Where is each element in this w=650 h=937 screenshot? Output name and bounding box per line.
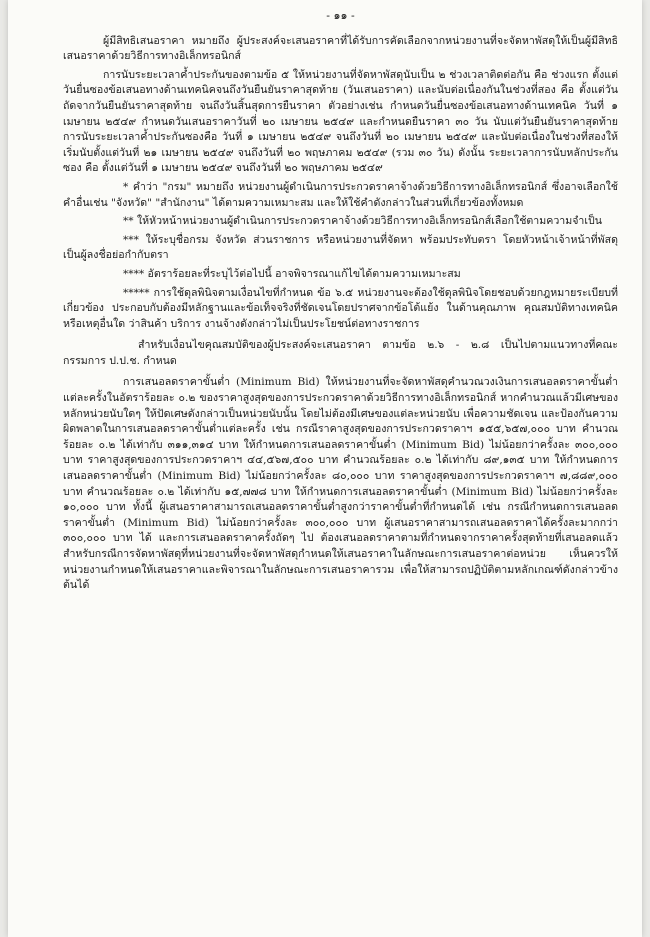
footnote-4-star: **** อัตราร้อยละที่ระบุไว้ต่อไปนี้ อาจพิจารณาแก้ไขได้ตามความเหมาะสม [123, 267, 461, 280]
paragraph-minimum-bid: การเสนอลดราคาขั้นต่ำ (Minimum Bid) ให้หน่วยงานที่จะจัดหาพัสดุคำนวณวงเงินการเสนอลดราคาขั้นต่ำแต่ละครั้งในอัตราร้อยละ ๐.๒ ของราคาสูงสุดของการประกวดราคาด้วยวิธีการทางอิเล็กทรอนิกส์ หากคำนวณแล้วมีเศษของหลักหน่วยนับใดๆ ให้ปัดเศษดังกล่าวเป็นหน่วยนับนั้น โดยไม่ต้องมีเศษของแต่ละหน่วยนับ เพื่อความชัดเจน และป้องกันความผิดพลาดในการเสนอลดราคาขั้นต่ำแต่ละครั้ง เช่น กรณีราคาสูงสุดของการประกวดราคาฯ ๑๕๕,๖๕๗,๐๐๐ บาท คำนวณร้อยละ ๐.๒ ได้เท่ากับ ๓๑๑,๓๑๔ บาท ให้กำหนดการเสนอลดราคาขั้นต่ำ (Minimum Bid) ไม่น้อยกว่าครั้งละ ๓๐๐,๐๐๐ บาท ราคาสูงสุดของการประกวดราคาฯ ๔๔,๕๖๗,๕๐๐ บาท คำนวณร้อยละ ๐.๒ ได้เท่ากับ ๘๙,๑๓๕ บาท ให้กำหนดการเสนอลดราคาขั้นต่ำ (Minimum Bid) ไม่น้อยกว่าครั้งละ ๘๐,๐๐๐ บาท ราคาสูงสุดของการประกวดราคาฯ ๗,๘๘๙,๐๐๐ บาท คำนวณร้อยละ ๐.๒ ได้เท่ากับ ๑๕,๗๗๘ บาท ให้กำหนดการเสนอลดราคาขั้นต่ำ (Minimum Bid) ไม่น้อยกว่าครั้งละ ๑๐,๐๐๐ บาท ทั้งนี้ ผู้เสนอราคาสามารถเสนอลดราคาขั้นต่ำสูงกว่าราคาขั้นต่ำที่กำหนดได้ เช่น กรณีกำหนดการเสนอลดราคาขั้นต่ำ (Minimum Bid) ไม่น้อยกว่าครั้งละ ๓๐๐,๐๐๐ บาท ผู้เสนอราคาสามารถเสนอลดราคาได้ครั้งละมากกว่า ๓๐๐,๐๐๐ บาท ได้ และการเสนอลดราคาครั้งถัดๆ ไป ต้องเสนอลดราคาตามที่กำหนดจากราคาครั้งสุดท้ายที่เสนอลดแล้ว สำหรับกรณีการจัดหาพัสดุที่หน่วยงานที่จะจัดหาพัสดุกำหนดให้เสนอราคาในลักษณะการเสนอราคาต่อหน่วย เห็นควรให้หน่วยงานกำหนดให้เสนอราคาและพิจารณาในลักษณะการเสนอราคารวม เพื่อให้สามารถปฏิบัติตามหลักเกณฑ์ดังกล่าวข้างต้นได้ [63, 376, 618, 592]
document-content [63, 8, 618, 597]
page-number: - ๑๑ - [326, 9, 355, 22]
paragraph-bidder-definition: ผู้มีสิทธิเสนอราคา หมายถึง ผู้ประสงค์จะเสนอราคาที่ได้รับการคัดเลือกจากหน่วยงานที่จะจัดหาพัสดุให้เป็นผู้มีสิทธิเสนอราคาด้วยวิธีการทางอิเล็กทรอนิกส์ [63, 34, 618, 63]
paragraph-qualification-conditions: สำหรับเงื่อนไขคุณสมบัติของผู้ประสงค์จะเสนอราคา ตามข้อ ๒.๖ - ๒.๘ เป็นไปตามแนวทางที่คณะกรรมการ ป.ป.ช. กำหนด [63, 339, 618, 367]
footnote-3-star: *** ให้ระบุชื่อกรม จังหวัด ส่วนราชการ หรือหน่วยงานที่จัดหา พร้อมประทับตรา โดยหัวหน้าเจ้าหน้าที่พัสดุ เป็นผู้ลงชื่อย่อกำกับตรา [63, 233, 618, 262]
footnote-2-star: ** ให้หัวหน้าหน่วยงานผู้ดำเนินการประกวดราคาจ้างด้วยวิธีการทางอิเล็กทรอนิกส์เลือกใช้ตามความจำเป็น [123, 215, 602, 228]
footnote-1-star: * คำว่า "กรม" หมายถึง หน่วยงานผู้ดำเนินการประกวดราคาจ้างด้วยวิธีการทางอิเล็กทรอนิกส์ ซึ่งอาจเลือกใช้คำอื่นเช่น "จังหวัด" "สำนักงาน" ได้ตามความเหมาะสม และให้ใช้คำดังกล่าวในส่วนที่เกี่ยวข้องทั้งหมด [63, 180, 618, 209]
paragraph-guarantee-period: การนับระยะเวลาค้ำประกันของตามข้อ ๕ ให้หน่วยงานที่จัดหาพัสดุนับเป็น ๒ ช่วงเวลาติดต่อกัน คือ ช่วงแรก ตั้งแต่วันยื่นซองข้อเสนอทางด้านเทคนิคจนถึงวันยืนยันราคาสุดท้าย (วันเสนอราคา) และนับต่อเนื่องกันในช่วงที่สอง คือ ตั้งแต่วันถัดจากวันยืนยันราคาสุดท้าย จนถึงวันสิ้นสุดการยืนราคา ตัวอย่างเช่น กำหนดวันยื่นซองข้อเสนอทางด้านเทคนิค วันที่ ๑ เมษายน ๒๕๔๙ กำหนดวันเสนอราคาวันที่ ๒๐ เมษายน ๒๕๔๙ และกำหนดยืนราคา ๓๐ วัน นับแต่วันยืนยันราคาสุดท้าย การนับระยะเวลาค้ำประกันซองคือ วันที่ ๑ เมษายน ๒๕๔๙ จนถึงวันที่ ๒๐ เมษายน ๒๕๔๙ และนับต่อเนื่องในช่วงที่สองให้เริ่มนับตั้งแต่วันที่ ๒๑ เมษายน ๒๕๔๙ จนถึงวันที่ ๒๐ พฤษภาคม ๒๕๔๙ (รวม ๓๐ วัน) ดังนั้น ระยะเวลาการนับหลักประกันซอง คือ ตั้งแต่วันที่ ๑ เมษายน ๒๕๔๙ จนถึงวันที่ ๒๐ พฤษภาคม ๒๕๔๙ [63, 68, 618, 175]
footnote-5-star: ***** การใช้ดุลพินิจตามเงื่อนไขที่กำหนด ข้อ ๖.๕ หน่วยงานจะต้องใช้ดุลพินิจโดยชอบด้วยกฎหมายระเบียบที่เกี่ยวข้อง ประกอบกับต้องมีหลักฐานและข้อเท็จจริงที่ชัดเจนโดยปราศจากข้อโต้แย้ง ในด้านคุณภาพ คุณสมบัติทางเทคนิค หรือเหตุอื่นใด ว่าสินค้า บริการ งานจ้างดังกล่าวไม่เป็นประโยชน์ต่อทางราชการ [63, 286, 618, 330]
document-page [8, 0, 642, 937]
